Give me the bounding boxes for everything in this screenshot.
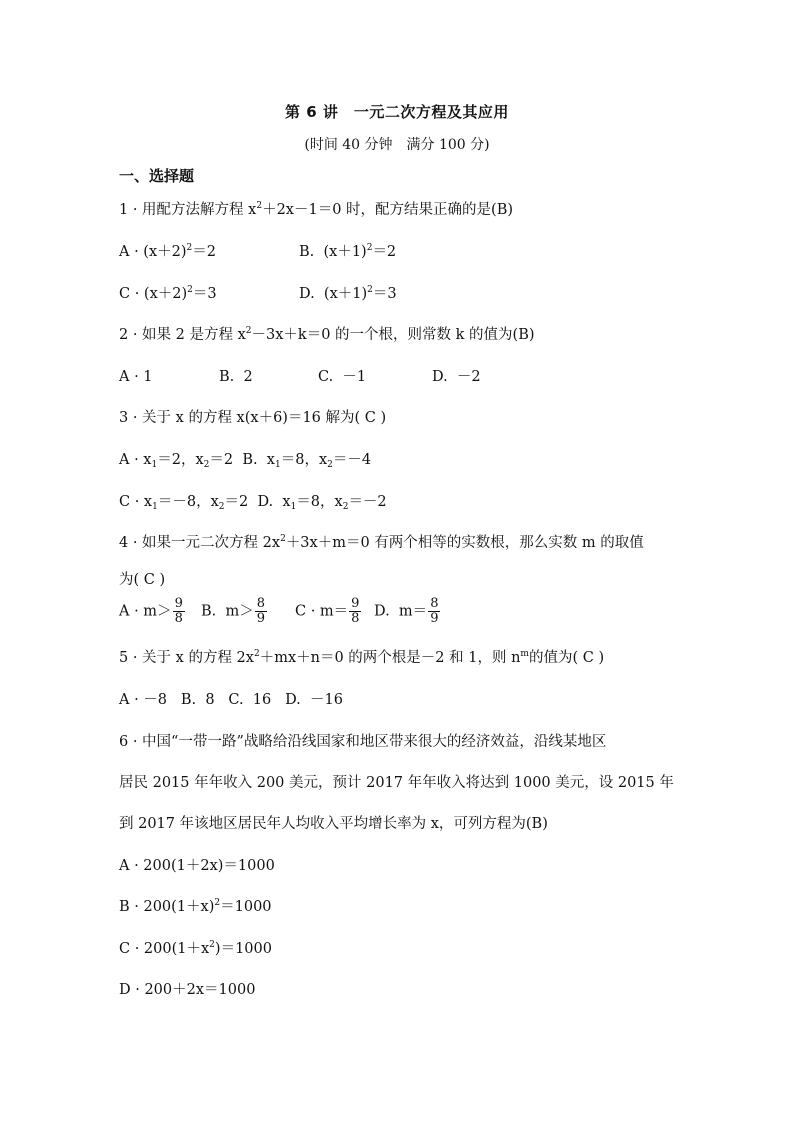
question-2-option-b: B. 2	[219, 369, 253, 385]
question-1-option-d: D. $(x+1)^2=3$	[299, 285, 397, 302]
question-2-stem: 2 · 如果 2 是方程 $x^2-3x+k=0$ 的一个根，则常数 k 的值为(B)	[119, 326, 535, 343]
question-6-stem-line-2: 居民 2015 年年收入 200 美元，预计 2017 年年收入将达到 1000 美元，设 2015 年	[119, 775, 674, 791]
question-5-options: A · －8 B. 8 C. 16 D. －16	[119, 692, 343, 708]
question-6-option-c: $C \cdot 200(1+x^2)=1000$	[119, 940, 272, 957]
question-6-stem-line-1: 6 · 中国“一带一路”战略给沿线国家和地区带来很大的经济效益，沿线某地区	[119, 734, 607, 750]
question-6-stem-line-3: 到 2017 年该地区居民年人均收入平均增长率为 x，可列方程为(B)	[119, 816, 548, 832]
question-4-stem: 4 · 如果一元二次方程 $2x^2+3x+m=0$ 有两个相等的实数根，那么实数 m 的取值	[119, 534, 644, 551]
question-1-option-a: $A \cdot (x+2)^2=2$	[119, 243, 216, 260]
question-4-option-a: A · m＞ $\frac{9}{8}$	[119, 596, 183, 626]
question-3-options-cd: $C \cdot x_1=-8$，$x_2=2$ D. $x_1=8$，$x_2=-2$	[119, 494, 387, 512]
question-2-option-c: C. －1	[318, 369, 367, 385]
question-3-options-ab: $A \cdot x_1=2$，$x_2=2$ B. $x_1=8$，$x_2=-4$	[119, 452, 372, 470]
question-4-option-b: B. m＞ $\frac{8}{9}$	[201, 596, 266, 626]
question-1-option-c: $C \cdot (x+2)^2=3$	[119, 285, 217, 302]
question-6-option-b: $B \cdot 200(1+x)^2=1000$	[119, 898, 272, 915]
question-2-option-d: D. －2	[432, 369, 481, 385]
question-2-option-a: A · 1	[119, 369, 153, 385]
question-4-option-d: D. m＝ $\frac{8}{9}$	[374, 596, 439, 626]
section-title: 一、选择题	[119, 167, 195, 185]
question-1-option-b: B. $(x+1)^2=2$	[299, 243, 397, 260]
question-4-option-c: C · m＝ $\frac{9}{8}$	[295, 596, 360, 626]
question-4-stem-cont: 为( C )	[119, 572, 166, 588]
page-subtitle: (时间 40 分钟 满分 100 分)	[304, 137, 490, 153]
question-3-stem: 3 · 关于 x 的方程 x(x＋6)＝16 解为( C )	[119, 410, 387, 426]
question-1-stem: 1 · 用配方法解方程 $x^2+2x-1=0$ 时，配方结果正确的是(B)	[119, 201, 514, 218]
question-6-option-a: A · 200(1＋2x)＝1000	[119, 858, 275, 874]
page-title: 第 6 讲 一元二次方程及其应用	[285, 103, 509, 121]
question-5-stem: 5 · 关于 x 的方程 $2x^2+mx+n=0$ 的两个根是－2 和 1，则 $n^m$的值为( C )	[119, 649, 605, 666]
question-6-option-d: D · 200＋2x＝1000	[119, 982, 256, 998]
